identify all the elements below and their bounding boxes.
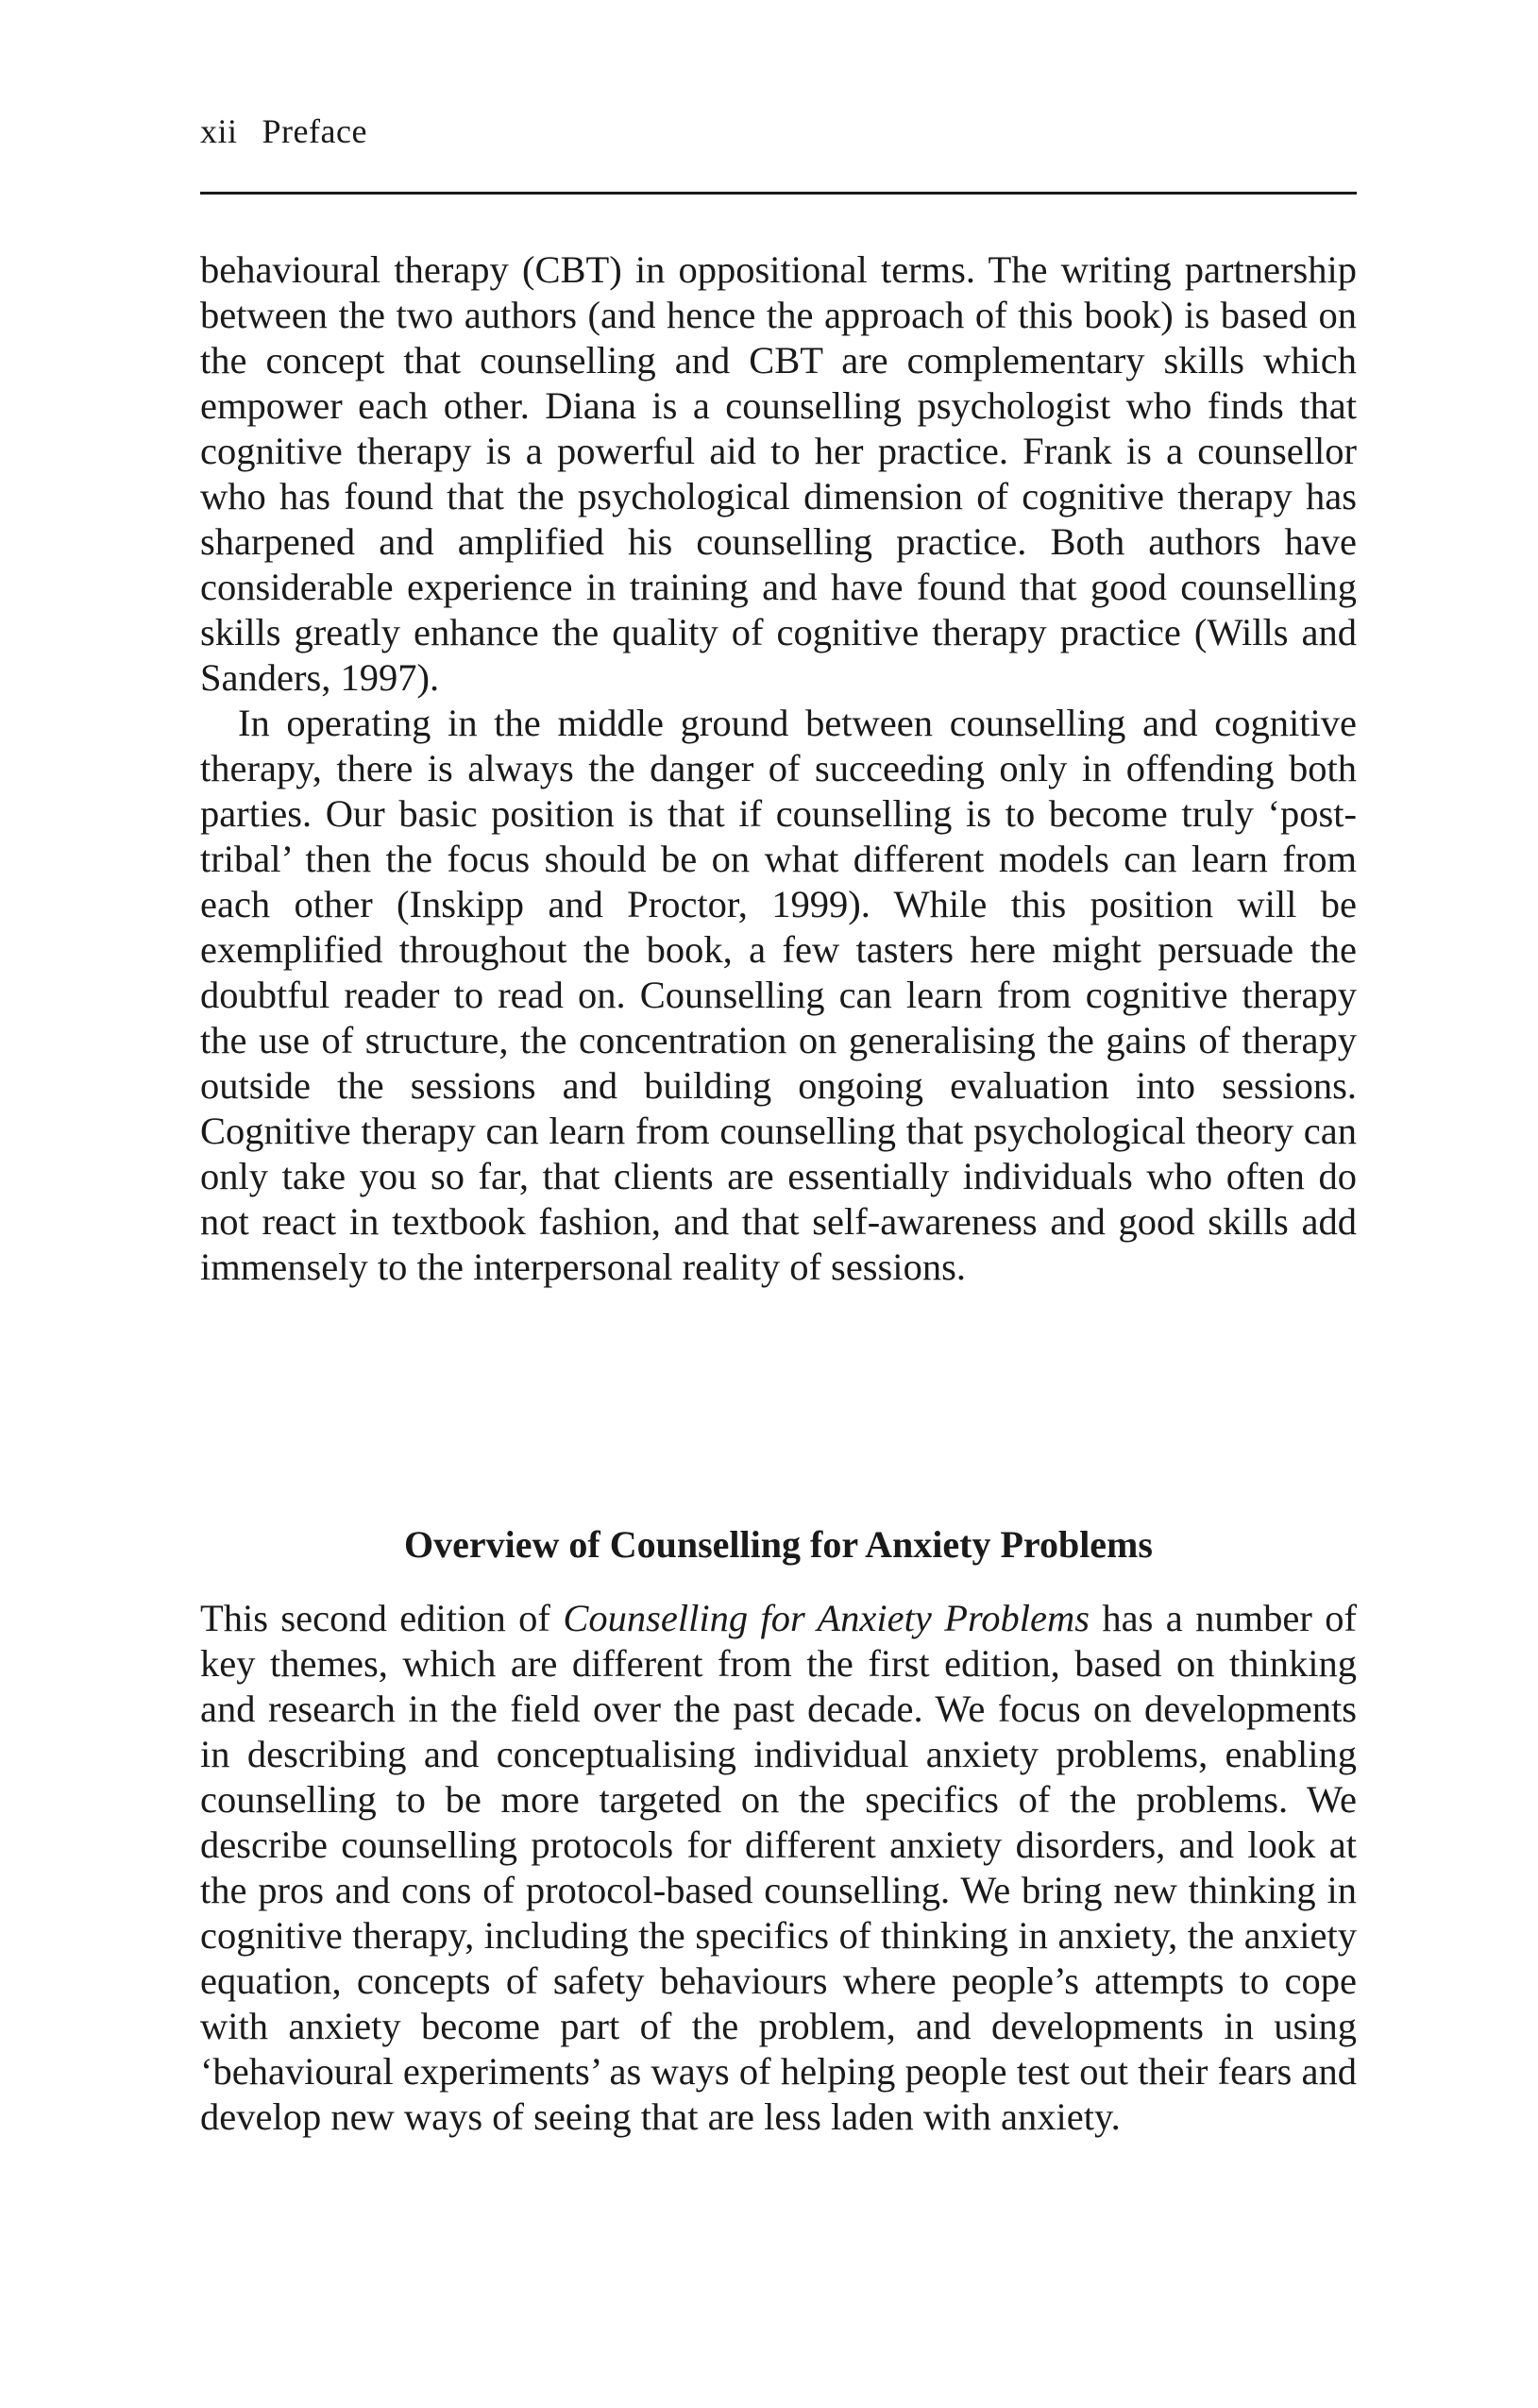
running-head <box>200 111 367 151</box>
overview-rest: has a number of key themes, which are different from the first edition, based on thinking and research in the field over the past decade. We focus on developments in describing and conceptualising individual anxiety problems, enabling counselling to be more targeted on the specifics of the problems. We describe counselling protocols for different anxiety disorders, and look at the pros and cons of protocol-based counselling. We bring new thinking in cognitive therapy, including the specifics of thinking in anxiety, the anxiety equation, concepts of safety behaviours where people’s attempts to cope with anxiety become part of the problem, and developments in using ‘behavioural experiments’ as ways of helping people test out their fears and develop new ways of seeing that are less laden with anxiety. <box>200 1597 1357 2138</box>
paragraph-middle-ground: In operating in the middle ground between counselling and cognitive therapy, there is always the danger of succeeding only in offending both parties. Our basic position is that if counselling is to become truly ‘post-tribal’ then the focus should be on what different models can learn from each other (Inskipp and Proctor, 1999). While this position will be exemplified throughout the book, a few tasters here might persuade the doubtful reader to read on. Counselling can learn from cognitive therapy the use of structure, the concentration on generalising the gains of therapy outside the sessions and building ongoing evaluation into sessions. Cognitive therapy can learn from counselling that psychological theory can only take you so far, that clients are essentially individuals who often do not react in textbook fashion, and that self-awareness and good skills add immensely to the interpersonal reality of sessions. <box>200 702 1357 1288</box>
preface-body <box>200 247 1357 1290</box>
running-head-title: Preface <box>262 112 367 150</box>
header-rule <box>200 192 1357 195</box>
overview-intro: This second edition of <box>200 1597 564 1639</box>
overview-body <box>200 1596 1357 2140</box>
page-number: xii <box>200 112 238 150</box>
paragraph-continued: behavioural therapy (CBT) in oppositional terms. The writing partnership between the two authors (and hence the approach of this book) is based on the concept that counselling and CBT are complementary skills which empower each other. Diana is a counselling psychologist who finds that cognitive therapy is a powerful aid to her practice. Frank is a counsellor who has found that the psychological dimension of cognitive therapy has sharpened and amplified his counselling practice. Both authors have considerable experience in training and have found that good counselling skills greatly enhance the quality of cognitive therapy practice (Wills and Sanders, 1997). <box>200 248 1357 699</box>
book-title: Counselling for Anxiety Problems <box>563 1597 1090 1639</box>
paragraph-overview <box>200 1596 1357 2140</box>
section-heading: Overview of Counselling for Anxiety Problems <box>404 1523 1153 1566</box>
